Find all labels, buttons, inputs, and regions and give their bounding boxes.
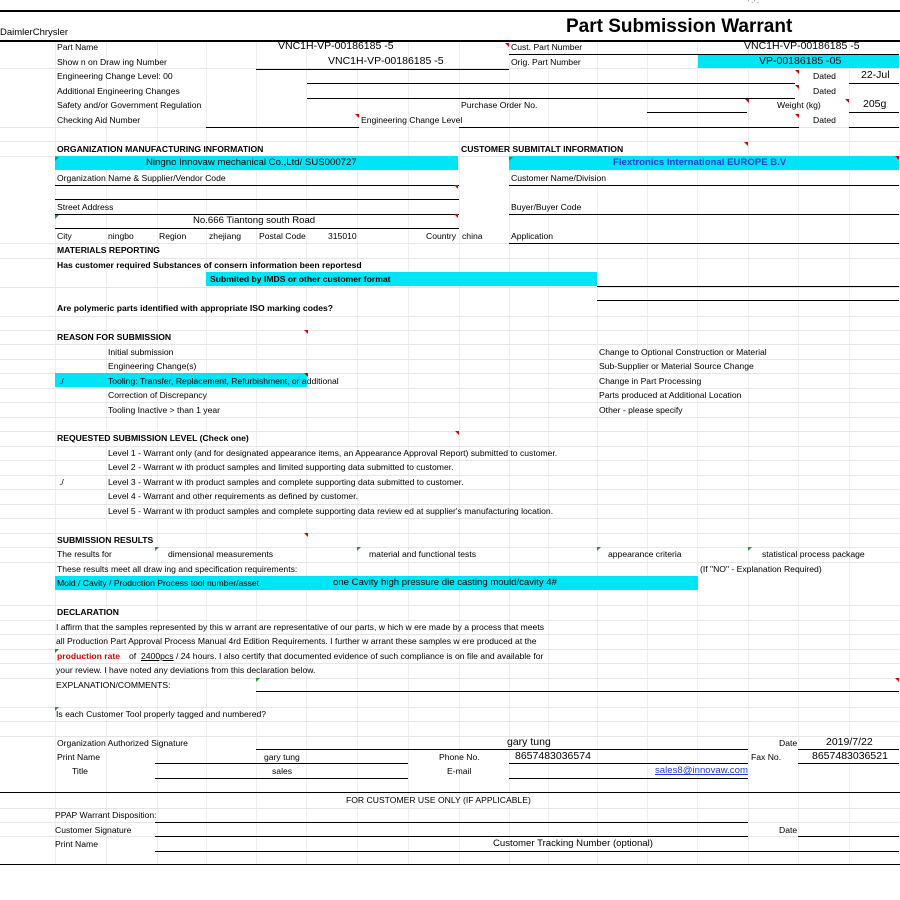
email-label: E-mail [447,766,472,776]
phone-value[interactable]: 8657483036574 [515,750,591,762]
reason-heading: REASON FOR SUBMISSION [57,332,172,342]
reason-item[interactable]: Other - please specify [599,405,683,415]
po-label: Purchase Order No. [461,100,538,110]
level-heading: REQUESTED SUBMISSION LEVEL (Check one) [57,433,249,443]
tracking-label: Customer Tracking Number (optional) [493,838,653,849]
results-for-label: The results for [57,549,112,559]
checking-aid-label: Checking Aid Number [57,115,141,125]
reason-item[interactable]: Engineering Change(s) [108,361,197,371]
street-value[interactable]: No.666 Tiantong south Road [193,215,316,226]
explanation-label: EXPLANATION/COMMENTS: [56,680,171,690]
date-value[interactable]: 2019/7/22 [826,736,873,748]
signature-label: Organization Authorized Signature [57,738,188,748]
customer-use-heading: FOR CUSTOMER USE ONLY (IF APPLICABLE) [346,795,531,805]
page-title: Part Submission Warrant [566,16,793,37]
declaration-line: / 24 hours. I also certify that documented evidence of such compliance is on file and available for [176,651,544,661]
fax-value[interactable]: 8657483036521 [812,750,888,762]
reason-item[interactable]: Change to Optional Construction or Material [599,347,767,357]
application-label: Application [511,231,554,241]
results-meet-text: These results meet all draw ing and specification requirements: [57,564,298,574]
dated-value[interactable]: 22-Jul [861,69,890,81]
safety-label: Safety and/or Government Regulation [57,100,202,110]
top-mark: ' -' - [748,0,760,7]
customer-signature-label: Customer Signature [55,825,132,835]
cust-part-label: Cust. Part Number [511,42,583,52]
title-label: Title [72,766,88,776]
postal-label: Postal Code [259,231,306,241]
additional-changes-label: Additional Engineering Changes [57,86,180,96]
org-name-value[interactable]: Ningno Innovaw mechanical Co.,Ltd/ SUS000727 [146,157,357,168]
result-option[interactable]: appearance criteria [608,549,682,559]
tool-tag-question: Is each Customer Tool properly tagged and numbered? [56,709,267,719]
reason-item[interactable]: Change in Part Processing [599,376,702,386]
customer-heading: CUSTOMER SUBMITALT INFORMATION [461,144,624,154]
part-name-value[interactable]: VNC1H-VP-00186185 -5 [278,40,394,52]
mold-label: Mold / Cavity / Production Process tool number/asset [57,578,260,588]
ecl-label: Engineering Change Level: 00 [57,71,173,81]
mold-value[interactable]: one Cavity high pressure die casting mould/cavity 4# [333,577,557,588]
email-link[interactable]: sales8@innovaw.com [655,765,748,776]
postal-value[interactable]: 315010 [328,231,357,241]
company-name: DaimlerChrysler [0,27,69,38]
customer-print-label: Print Name [55,839,98,849]
substances-question: Has customer required Substances of consern information been reportesd [57,260,362,270]
production-rate-value[interactable]: 2400pcs [141,651,174,661]
reason-checkmark[interactable]: ./ [59,376,64,386]
result-option[interactable]: dimensional measurements [168,549,274,559]
materials-heading: MATERIALS REPORTING [57,245,160,255]
level-checkmark[interactable]: ./ [59,477,64,487]
declaration-heading: DECLARATION [57,607,119,617]
reason-item[interactable]: Sub-Supplier or Material Source Change [599,361,754,371]
reason-item[interactable]: Tooling: Transfer, Replacement, Refurbishment, or additional [108,376,339,386]
reason-item[interactable]: Tooling Inactive > than 1 year [108,405,221,415]
declaration-line: I affirm that the samples represented by this w arrant are representative of our parts, w hich w ere made by a process that meets [56,622,545,632]
orig-part-value[interactable]: VP-00186185 -05 [759,55,842,67]
customer-name-value[interactable]: Flextronics International EUROPE B.V [613,157,787,168]
customer-date-label: Date [779,825,798,835]
result-option[interactable]: material and functional tests [369,549,477,559]
reason-item[interactable]: Parts produced at Additional Location [599,390,742,400]
cust-part-value[interactable]: VNC1H-VP-00186185 -5 [744,40,860,52]
level-item[interactable]: Level 2 - Warrant w ith product samples and limited supporting data submitted to customer. [108,462,454,472]
buyer-label: Buyer/Buyer Code [511,202,582,212]
reason-item[interactable]: Initial submission [108,347,174,357]
results-no-text: (If "NO" - Explanation Required) [700,564,822,574]
fax-label: Fax No. [751,752,782,762]
declaration-line: all Production Part Approval Process Manual 4rd Edition Requirements. I further w arrant these samples w ere produced at the [56,636,537,646]
part-name-label: Part Name [57,42,99,52]
phone-label: Phone No. [439,752,480,762]
country-value[interactable]: china [462,231,483,241]
imds-answer[interactable]: Submited by IMDS or other customer format [210,274,391,284]
level-item[interactable]: Level 1 - Warrant only (and for designated appearance items, an Appearance Approval Report) submitted to customer. [108,448,558,458]
production-rate-label: production rate [57,651,121,661]
reason-item[interactable]: Correction of Discrepancy [108,390,207,400]
production-rate-of: of [129,651,137,661]
result-option[interactable]: statistical process package [762,549,865,559]
level-item[interactable]: Level 3 - Warrant w ith product samples and complete supporting data submitted to customer. [108,477,464,487]
signature-value[interactable]: gary tung [507,736,551,748]
declaration-line: your review. I have noted any deviations from this declaration below. [56,665,316,675]
region-value[interactable]: zhejiang [209,231,242,241]
dated3-label: Dated [813,115,836,125]
title-value[interactable]: sales [272,766,293,776]
dated-label: Dated [813,71,836,81]
city-value[interactable]: ningbo [108,231,134,241]
iso-question: Are polymeric parts identified with appropriate ISO marking codes? [57,303,334,313]
org-name-label: Organization Name & Supplier/Vendor Code [57,173,226,183]
date-label: Date [779,738,798,748]
results-heading: SUBMISSION RESULTS [57,535,154,545]
disposition-label: PPAP Warrant Disposition: [55,810,157,820]
dated2-label: Dated [813,86,836,96]
drawing-label: Show n on Draw ing Number [57,57,167,67]
org-heading: ORGANIZATION MANUFACTURING INFORMATION [57,144,264,154]
country-label: Country [426,231,457,241]
customer-name-label: Customer Name/Division [511,173,607,183]
weight-value[interactable]: 205g [863,98,887,110]
street-label: Street Address [57,202,114,212]
print-name-label: Print Name [57,752,100,762]
drawing-value[interactable]: VNC1H-VP-00186185 -5 [328,55,444,67]
print-name-value[interactable]: gary tung [264,752,300,762]
region-label: Region [159,231,187,241]
orig-part-label: Orig. Part Number [511,57,581,67]
level-item[interactable]: Level 5 - Warrant w ith product samples and complete supporting data review ed at supplier's manufacturing location. [108,506,554,516]
ecl2-label: Engineering Change Level [361,115,463,125]
city-label: City [57,231,72,241]
weight-label: Weight (kg) [777,100,821,110]
level-item[interactable]: Level 4 - Warrant and other requirements as defined by customer. [108,491,358,501]
